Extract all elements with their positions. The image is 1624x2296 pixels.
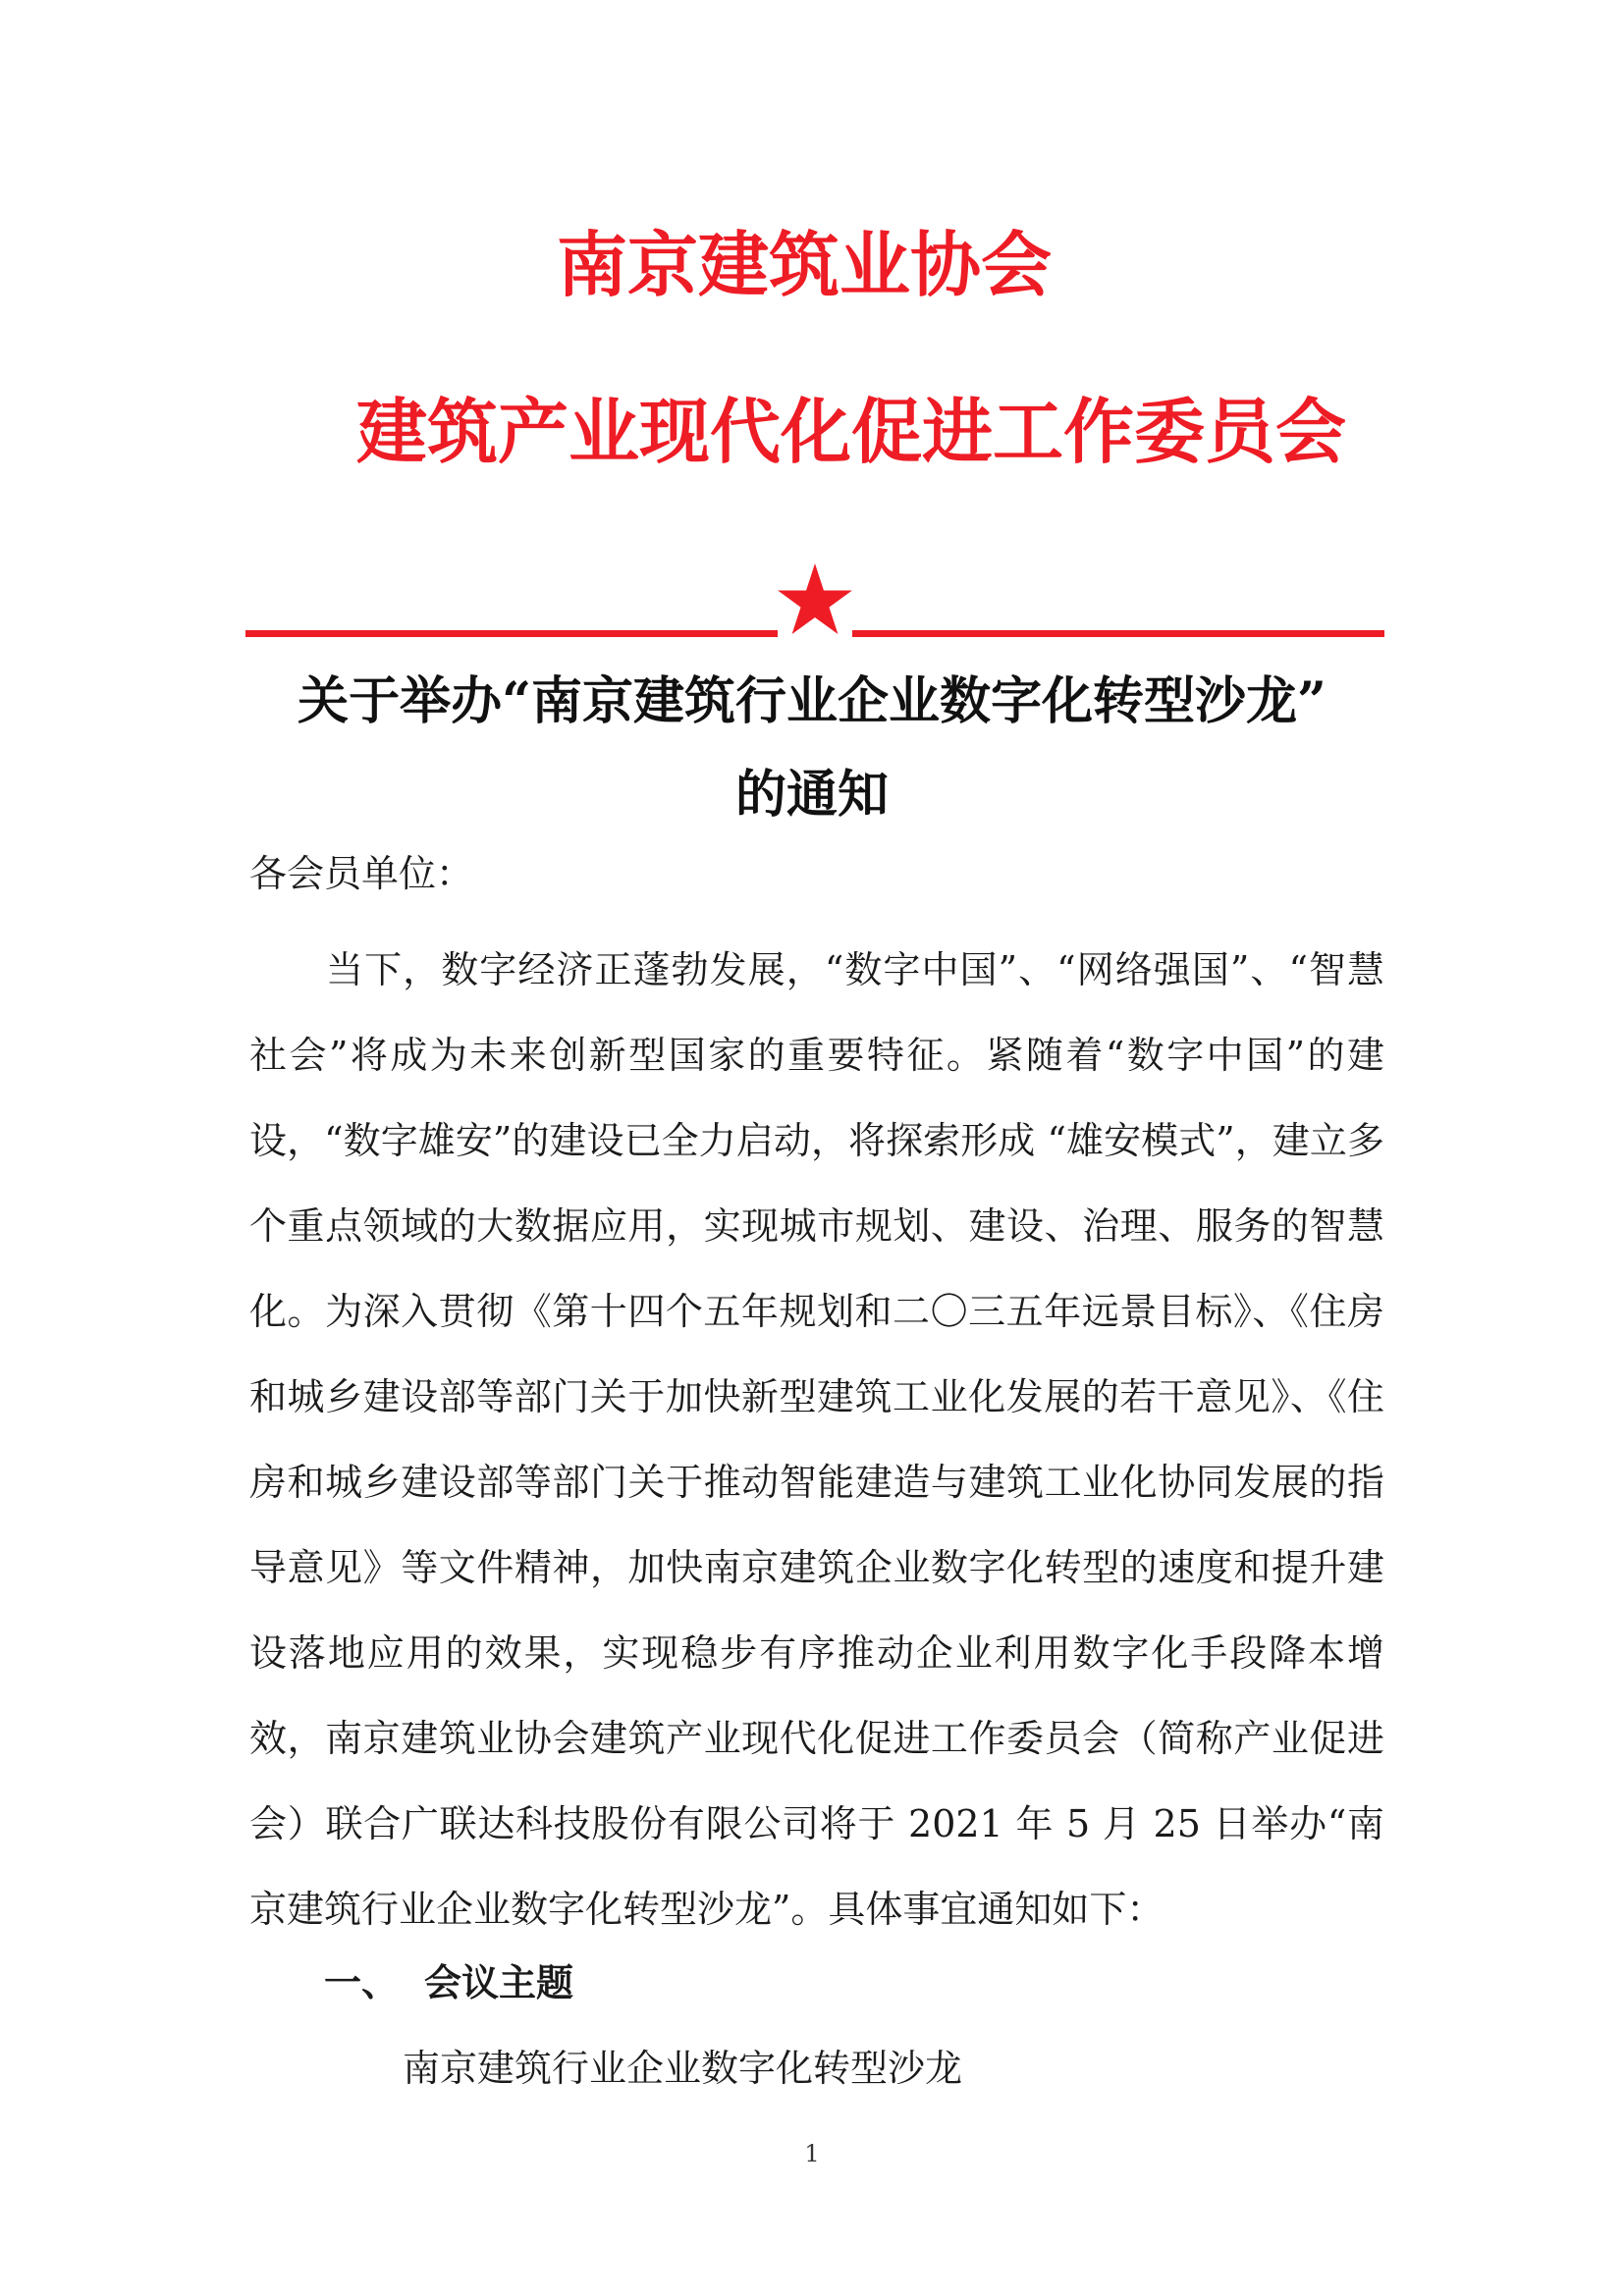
star-icon [778, 563, 852, 634]
section-heading [324, 1953, 1459, 2012]
salutation: 各会员单位： [249, 852, 474, 895]
notice-title-line2: 的通知 [734, 765, 889, 825]
body-paragraph: 当下，数字经济正蓬勃发展，“数字中国”、“网络强国”、“智慧社会”将成为未来创新型国家的重要特征。紧随着“数字中国”的建设，“数字雄安”的建设已全力启动，将探索形成 “雄安模式”，建立多个重点领域的大数据应用，实现城市规划、建设、治理、服务的智慧化。为深入贯彻《第十四个五年规划和二〇三五年远景目标》、《住房和城乡建设部等部门关于加快新型建筑工业化发展的若干意见》、《住房和城乡建设部等部门关于推动智能建造与建筑工业化协同发展的指导意见》等文件精神，加快南京建筑企业数字化转型的速度和提升建设落地应用的效果，实现稳步有序推动企业利用数字化手段降本增效，南京建筑业协会建筑产业现代化促进工作委员会（简称产业促进会）联合广联达科技股份有限公司将于 2021 年 5 月 25 日举办“南京建筑行业企业数字化转型沙龙”。具体事宜通知如下： [249, 948, 1384, 1931]
section-title: 会议主题 [424, 1961, 574, 2004]
section-content: 南京建筑行业企业数字化转型沙龙 [403, 2047, 963, 2090]
red-divider-left [245, 630, 778, 637]
org-name-line2: 建筑产业现代化促进工作委员会 [355, 391, 1346, 473]
red-divider-right [852, 630, 1384, 637]
section-number: 一、 [324, 1961, 400, 2004]
page-number: 1 [804, 2140, 820, 2167]
notice-title-line1: 关于举办“南京建筑行业企业数字化转型沙龙” [298, 671, 1326, 731]
org-name-line1: 南京建筑业协会 [556, 224, 1052, 306]
